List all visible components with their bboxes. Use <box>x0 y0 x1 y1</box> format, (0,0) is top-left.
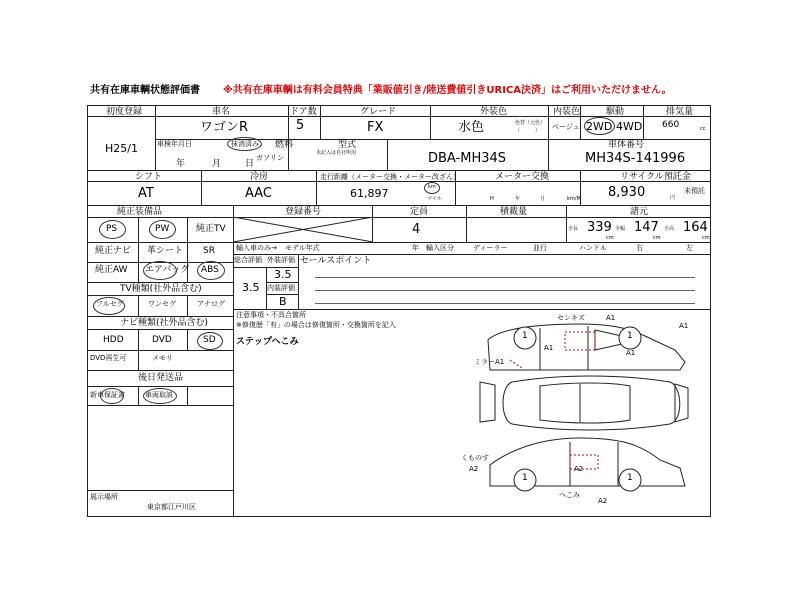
equip-airbag: エアバッグ <box>145 265 190 275</box>
recycle-unpaid: 未預託 <box>684 187 705 195</box>
value-interior-score: B <box>279 295 287 308</box>
mark-a1-top: A1 <box>606 314 616 322</box>
wheel-fl: 1 <box>627 331 633 341</box>
value-doors: 5 <box>296 118 305 133</box>
label-import-only: 輸入車のみ→ <box>236 244 277 252</box>
value-drive-4wd: 4WD <box>616 120 643 133</box>
value-drive-2wd: 2WD <box>586 120 613 133</box>
displacement-unit: cc <box>700 126 706 132</box>
inspection-done-circle <box>227 137 262 151</box>
equip-leather: 革シート <box>147 246 184 256</box>
mark-senkizu: センキズ <box>557 314 585 322</box>
color-code-paren: （ ） <box>515 128 541 134</box>
length-cm: cm <box>606 235 614 241</box>
label-aircon: 冷房 <box>250 172 269 182</box>
label-options: 純正装備品 <box>117 207 163 217</box>
equip-pw: PW <box>155 224 170 234</box>
value-recycle-fee: 8,930 <box>608 185 646 200</box>
option-parallel: 並行 <box>533 244 547 252</box>
value-aircon: AAC <box>245 186 272 201</box>
mark-a2-left: A2 <box>469 465 479 473</box>
mark-kumonosu: くものす <box>461 454 489 462</box>
navi-sd-circle <box>197 332 223 350</box>
option-left: 左 <box>686 244 693 252</box>
label-later-items: 後日発送品 <box>138 373 184 383</box>
label-recycle-fee: リサイクル預託金 <box>620 172 691 182</box>
value-width: 147 <box>634 220 659 235</box>
later-warranty-circle <box>100 388 124 404</box>
wheel-rr: 1 <box>522 473 528 483</box>
label-interior: 内装評価 <box>267 284 295 292</box>
later-manual-circle <box>143 388 177 404</box>
value-ext-color: 水色 <box>458 120 485 135</box>
value-model: DBA-MH34S <box>428 151 507 166</box>
label-model: 型式 <box>338 140 357 150</box>
value-overall-score: 3.5 <box>242 281 260 294</box>
mark-a1-left: A1 <box>544 344 554 352</box>
equip-pw-circle <box>149 220 176 239</box>
later-warranty: 新車保証書 <box>90 391 125 399</box>
equip-aw: 純正AW <box>95 265 128 275</box>
value-mileage-unit: km <box>428 184 436 190</box>
value-capacity: 4 <box>412 222 421 237</box>
label-overall: 総合評価 <box>234 256 262 264</box>
label-displacement: 排気量 <box>666 107 694 117</box>
label-car-name: 車名 <box>212 107 231 117</box>
label-first-reg: 初度登録 <box>106 107 143 117</box>
equip-ps: PS <box>106 224 118 234</box>
label-exterior: 外装評価 <box>267 256 295 264</box>
height-cm: cm <box>702 235 710 241</box>
option-dealer: ディーラー <box>473 244 508 252</box>
equip-tv: 純正TV <box>196 224 226 234</box>
label-doors: ドア数 <box>290 107 317 117</box>
mark-mirror-a1: ミラーA1 <box>474 358 505 366</box>
label-display-place: 展示場所 <box>90 493 118 501</box>
mark-a2-step: A2 <box>598 497 608 505</box>
label-tv-type: TV種類(社外品含む) <box>120 284 202 294</box>
label-drive: 駆動 <box>606 107 625 117</box>
mile-unit: マイル <box>427 196 442 202</box>
reg-no-crossed-box <box>233 217 373 242</box>
label-int-color: 内装色 <box>553 107 581 117</box>
value-display-place: 東京都江戸川区 <box>147 503 196 511</box>
value-length: 339 <box>587 220 612 235</box>
wheel-fr: 1 <box>522 331 528 341</box>
value-note: ステップへこみ <box>236 337 299 347</box>
label-height: 全高 <box>664 226 675 232</box>
label-notes-sub: ※修復歴「有」の場合は修復箇所・交換箇所を記入 <box>236 321 396 329</box>
label-sales-point: セールスポイント <box>300 256 372 266</box>
mark-a2-door: A2 <box>574 465 584 473</box>
value-shift: AT <box>138 186 154 201</box>
car-damage-diagram <box>470 310 710 516</box>
width-cm: cm <box>653 235 661 241</box>
navi-dvd-play: DVD再生可 <box>90 354 127 362</box>
label-year-suffix: 年 <box>412 244 419 252</box>
drive-2wd-circle <box>584 117 615 135</box>
later-manual: 車両取説 <box>145 391 173 399</box>
recycle-yen: 円 <box>670 195 676 201</box>
label-day: 日 <box>245 159 255 169</box>
value-car-name: ワゴンR <box>200 120 249 135</box>
equip-abs-circle <box>197 261 225 280</box>
meter-month: 月 <box>540 196 546 202</box>
meter-h: H <box>490 196 494 202</box>
equip-abs: ABS <box>201 265 219 275</box>
equip-sr: SR <box>203 246 215 256</box>
label-model-year: モデル年式 <box>285 244 320 252</box>
label-load: 積載量 <box>500 207 528 217</box>
document-title: 共有在庫車輌状態評価書 <box>90 85 200 96</box>
tv-fullseg-circle <box>93 297 125 315</box>
car-top-view <box>503 376 680 430</box>
navi-sd: SD <box>203 335 216 345</box>
equip-airbag-circle <box>143 261 177 280</box>
mark-hekomi: へこみ <box>559 491 580 499</box>
meter-year: 年 <box>515 196 521 202</box>
value-fuel: ガソリン <box>256 154 284 162</box>
label-shift: シフト <box>135 172 163 182</box>
tv-oneseg: ワンセグ <box>148 300 176 308</box>
equip-navi: 純正ナビ <box>95 246 132 256</box>
label-length: 全長 <box>568 226 579 232</box>
label-inspection: 車検年月日 <box>157 140 192 148</box>
value-displacement: 660 <box>662 120 680 130</box>
label-model-note: 未記入は自社所用 <box>316 150 357 156</box>
value-height: 164 <box>683 220 708 235</box>
navi-hdd: HDD <box>103 335 124 345</box>
label-mileage: 走行距離（メーター交換・メーター改ざん） <box>320 173 460 181</box>
value-first-reg: H25/1 <box>105 142 138 155</box>
option-right: 右 <box>636 244 643 252</box>
label-inspection-done: 抹消済み <box>231 140 259 148</box>
navi-dvd: DVD <box>152 335 172 345</box>
label-fuel: 燃料 <box>275 140 294 150</box>
member-notice: ※共有在庫車輌は有料会員特典「業販値引き/陸送費値引きURICA決済」はご利用いただけません。 <box>223 85 672 96</box>
value-chassis-no: MH34S-141996 <box>585 151 686 166</box>
navi-memory: メモリ <box>152 354 173 362</box>
meter-km-unit: km/M <box>567 196 581 202</box>
label-reg-no: 登録番号 <box>285 207 322 217</box>
label-meter-exchange: メーター交換 <box>495 172 550 182</box>
label-chassis-no: 車体番号 <box>608 140 645 150</box>
label-dimensions: 諸元 <box>630 207 649 217</box>
value-grade: FX <box>367 120 384 135</box>
label-navi-type: ナビ種類(社外品含む) <box>120 318 209 328</box>
equip-ps-circle <box>99 220 126 239</box>
label-handle: ハンドル <box>579 244 607 252</box>
label-grade: グレード <box>360 107 397 117</box>
value-exterior-score: 3.5 <box>274 268 292 281</box>
value-int-color: ベージュ <box>552 123 580 131</box>
value-mileage: 61,897 <box>350 187 389 200</box>
label-year: 年 <box>176 159 186 169</box>
label-width: 全幅 <box>615 226 626 232</box>
tv-analog: アナログ <box>197 300 225 308</box>
label-notes-title: 注意事項・不具合箇所 <box>236 311 306 319</box>
label-ext-color: 外装色 <box>480 107 508 117</box>
mileage-unit-circle <box>424 182 440 194</box>
mark-a1-door: A1 <box>626 349 636 357</box>
wheel-rl: 1 <box>627 473 633 483</box>
label-color-code: 色替（元色） <box>515 120 546 126</box>
label-capacity: 定員 <box>410 207 429 217</box>
label-month: 月 <box>212 159 222 169</box>
mark-a1-right: A1 <box>679 322 689 330</box>
label-import-class: 輸入区分 <box>426 244 454 252</box>
tv-fullseg: フルセグ <box>96 300 124 308</box>
